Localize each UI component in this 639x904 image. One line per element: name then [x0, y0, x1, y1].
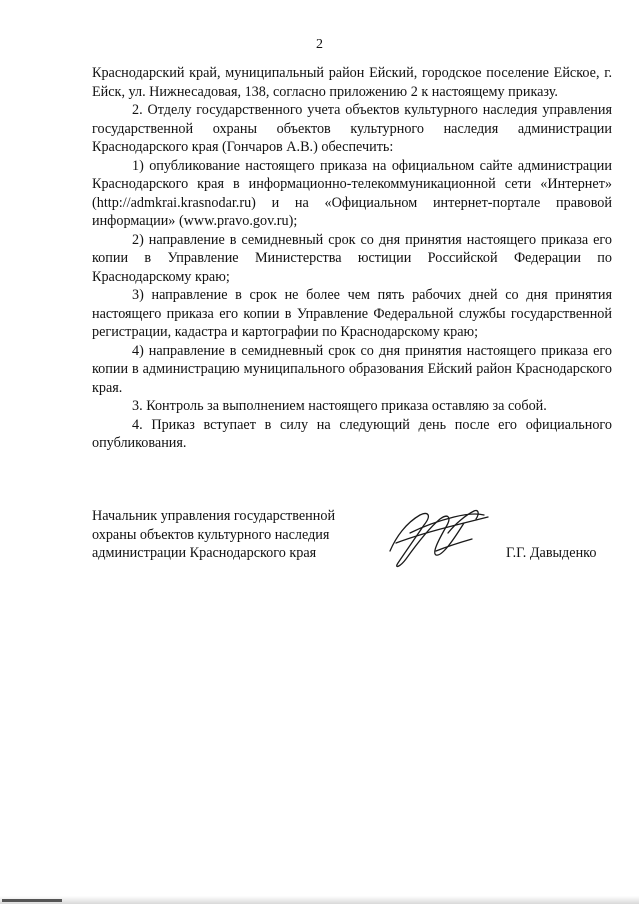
paragraph-item-2: 2. Отделу государственного учета объектов культурного наследия управления государственной охраны объектов культурного наследия администрации Краснодарского края (Гончаров А.В.) обеспечить: [92, 102, 612, 155]
scan-mark [2, 899, 62, 902]
paragraph-item-3: 3. Контроль за выполнением настоящего приказа оставляю за собой. [132, 398, 547, 414]
signer-title-line: охраны объектов культурного наследия [92, 526, 330, 543]
scan-edge [0, 896, 639, 904]
page-number: 2 [316, 37, 323, 52]
signer-title [92, 507, 372, 563]
paragraph-subitem-2: 2) направление в семидневный срок со дня принятия настоящего приказа его копии в Управление Министерства юстиции Российской Федерации по Краснодарскому краю; [92, 231, 612, 285]
paragraph-continuation: Краснодарский край, муниципальный район Ейский, городское поселение Ейское, г. Ейск, ул. Нижнесадовая, 138, согласно приложению 2 к настоящему приказу. [92, 65, 612, 100]
paragraph-subitem-3: 3) направление в срок не более чем пять рабочих дней со дня принятия настоящего приказа его копии в Управление Федеральной службы государственной регистрации, кадастра и картографии по Краснодарскому краю; [92, 287, 612, 340]
paragraph-item-4: 4. Приказ вступает в силу на следующий день после его официального опубликования. [92, 416, 612, 451]
signer-title-line: администрации Краснодарского края [92, 545, 317, 561]
signer-name: Г.Г. Давыденко [506, 545, 597, 561]
paragraph-subitem-4: 4) направление в семидневный срок со дня принятия настоящего приказа его копии в администрацию муниципального образования Ейский район Краснодарского края. [92, 342, 612, 396]
document-body [92, 64, 612, 453]
handwritten-signature [376, 493, 496, 573]
paragraph-subitem-1: 1) опубликование настоящего приказа на официальном сайте администрации Краснодарского края в информационно-телекоммуникационной сети «Интернет» (http://admkrai.krasnodar.ru) и на «Официальном интернет-портале правовой информации» (www.pravo.gov.ru); [92, 157, 612, 229]
signer-title-line: Начальник управления государственной [92, 508, 336, 524]
